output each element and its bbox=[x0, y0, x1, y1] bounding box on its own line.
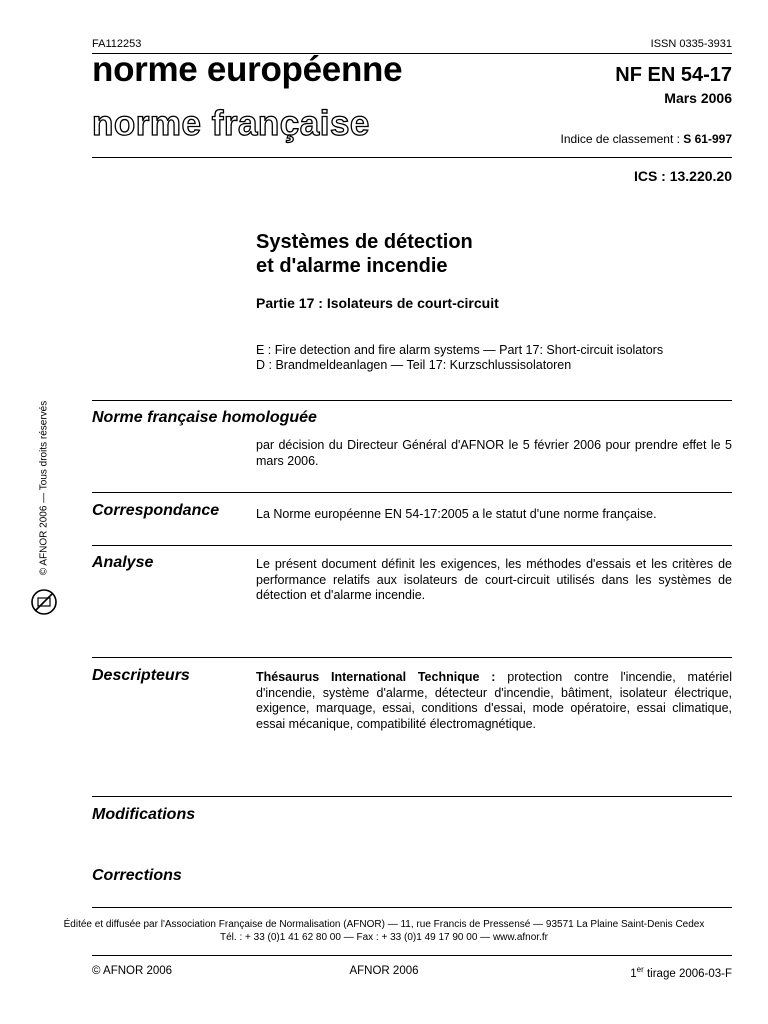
rule-descripteurs bbox=[92, 657, 732, 658]
no-photocopy-icon bbox=[30, 588, 58, 616]
indice-classement bbox=[561, 132, 732, 146]
section-corrections-heading: Corrections bbox=[92, 867, 182, 884]
footer-center: AFNOR 2006 bbox=[349, 965, 419, 977]
title-translations bbox=[256, 343, 663, 373]
standard-date: Mars 2006 bbox=[664, 90, 732, 106]
side-copyright-text: © AFNOR 2006 — Tous droits réservés bbox=[38, 400, 50, 576]
section-analyse-heading: Analyse bbox=[92, 554, 154, 571]
section-descripteurs-heading: Descripteurs bbox=[92, 667, 190, 684]
ics-code: ICS : 13.220.20 bbox=[633, 168, 732, 184]
rule-modifications bbox=[92, 796, 732, 797]
tirage-superscript: er bbox=[636, 965, 644, 974]
footer-tirage bbox=[630, 965, 732, 980]
title-line-2: et d'alarme incendie bbox=[256, 255, 448, 277]
footer-copyright: © AFNOR 2006 bbox=[92, 965, 173, 977]
rule-analyse bbox=[92, 545, 732, 546]
tirage-text: tirage 2006-03-F bbox=[643, 967, 732, 980]
descripteurs-label: Thésaurus International Technique : bbox=[256, 670, 496, 684]
publisher-contact: Tél. : + 33 (0)1 41 62 80 00 — Fax : + 33 (0)1 49 17 90 00 — www.afnor.fr bbox=[220, 932, 548, 943]
publisher-address: Éditée et diffusée par l'Association Française de Normalisation (AFNOR) — 11, rue Francis de Pressensé — 93571 La Plaine Saint-Denis Cedex bbox=[63, 919, 705, 930]
rule-correspondance bbox=[92, 492, 732, 493]
section-descripteurs-body bbox=[256, 670, 732, 732]
tirage-number: 1 bbox=[630, 967, 637, 980]
section-correspondance-body: La Norme européenne EN 54-17:2005 a le statut d'une norme française. bbox=[256, 507, 657, 521]
norme-europeenne-heading: norme européenne bbox=[92, 50, 403, 89]
title-line-1: Systèmes de détection bbox=[256, 231, 473, 253]
section-homologuee-heading: Norme française homologuée bbox=[92, 409, 317, 426]
side-copyright bbox=[36, 400, 52, 576]
section-modifications-heading: Modifications bbox=[92, 806, 196, 823]
section-correspondance-heading: Correspondance bbox=[92, 502, 220, 519]
descripteurs-text: protection contre l'incendie, matériel d'incendie, système d'alarme, détecteur d'incendie, bâtiment, isolateur électrique, exigence, marquage, essai, conditions d'essai, mode opératoire, essai climatique, essai mécanique, compatibilité électromagnétique. bbox=[256, 670, 732, 731]
standard-code: NF EN 54-17 bbox=[615, 64, 732, 86]
publisher-info bbox=[0, 918, 768, 944]
indice-value: S 61-997 bbox=[683, 132, 732, 146]
rule-homologuee bbox=[92, 400, 732, 401]
footer-rule bbox=[92, 907, 732, 908]
indice-label: Indice de classement : bbox=[560, 132, 680, 146]
title-german: D : Brandmeldeanlagen — Teil 17: Kurzschlussisolatoren bbox=[256, 358, 572, 372]
bottom-rule bbox=[92, 955, 732, 956]
issn: ISSN 0335-3931 bbox=[650, 38, 732, 50]
document-reference: FA112253 bbox=[92, 38, 142, 50]
section-analyse-body: Le présent document définit les exigences, les méthodes d'essais et les critères de performance relatifs aux isolateurs de court-circuit utilisés dans les systèmes de détection et d'alarme incendie. bbox=[256, 557, 732, 602]
title-english: E : Fire detection and fire alarm systems — Part 17: Short-circuit isolators bbox=[256, 343, 664, 357]
document-subtitle: Partie 17 : Isolateurs de court-circuit bbox=[256, 295, 499, 311]
document-title bbox=[256, 230, 473, 278]
norme-francaise-heading: norme française bbox=[92, 104, 370, 143]
section-homologuee-body: par décision du Directeur Général d'AFNOR le 5 février 2006 pour prendre effet le 5 mars 2006. bbox=[256, 438, 732, 468]
rule-indice bbox=[92, 157, 732, 158]
